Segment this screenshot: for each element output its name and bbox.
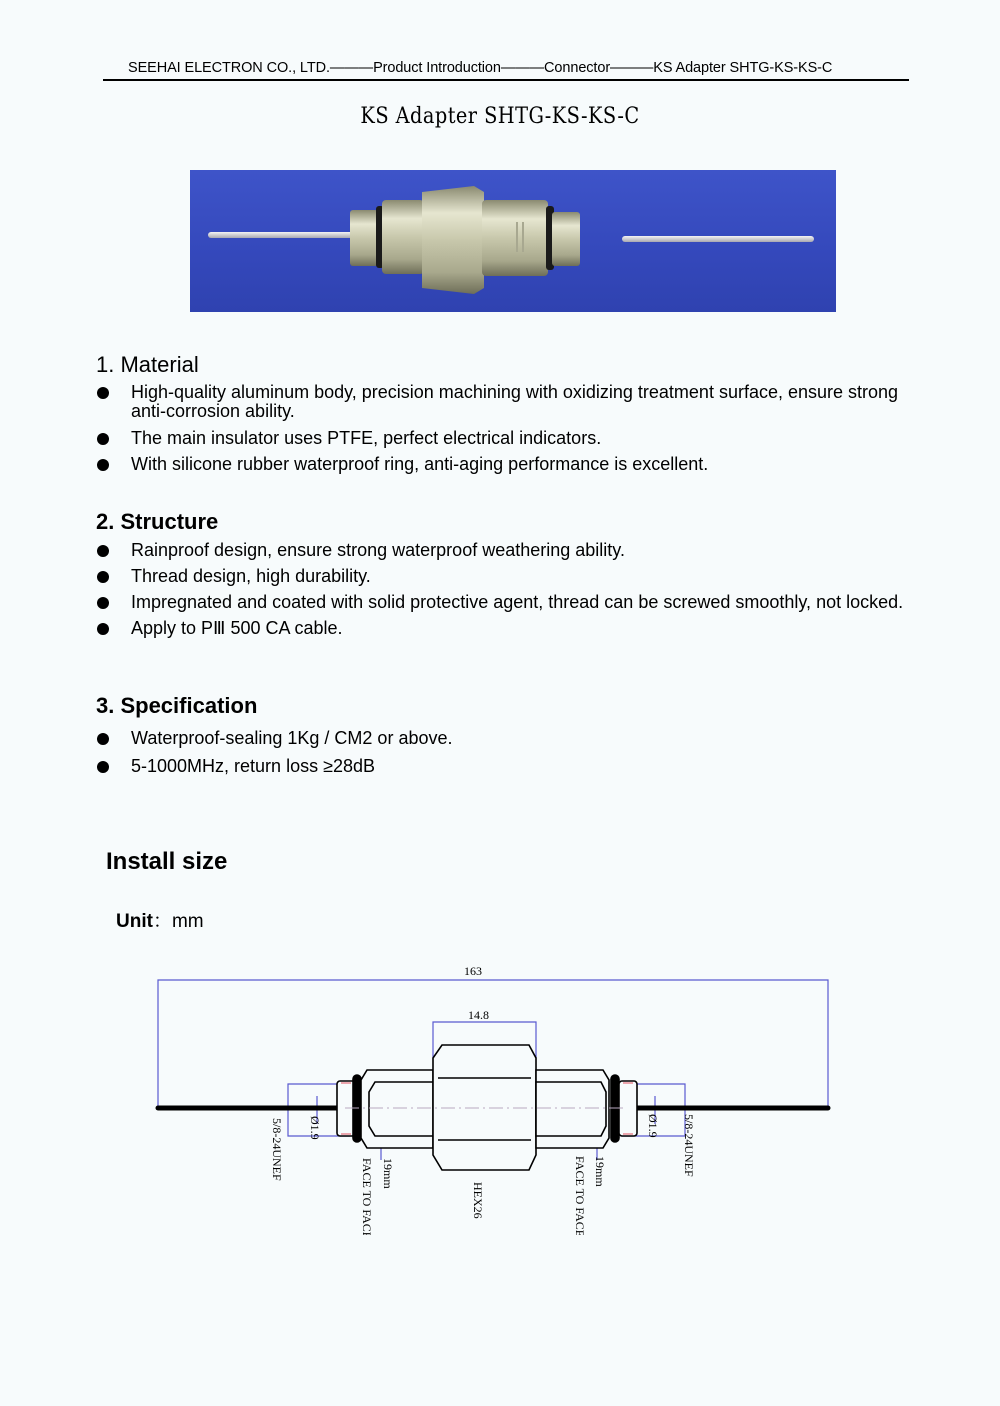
right-pin (622, 236, 814, 242)
hex-nut (422, 186, 484, 294)
left-thread-label: 5/8-24UNEF (270, 1118, 284, 1181)
page-title: KS Adapter SHTG-KS-KS-C (360, 104, 640, 129)
left-body (382, 200, 424, 274)
header-breadcrumb: SEEHAI ELECTRON CO., LTD.———Product Introduction———Connector———KS Adapter SHTG-KS-KS-C (128, 60, 833, 76)
right-thread-label: 5/8-24UNEF (682, 1114, 696, 1177)
hex-label: HEX26 (471, 1182, 485, 1219)
bullet-icon (97, 433, 109, 445)
right-body (482, 200, 548, 276)
left-pin-diameter-label: Ø1.9 (308, 1116, 322, 1140)
product-photo (190, 170, 836, 312)
list-item: High-quality aluminum body, precision machining with oxidizing treatment surface, ensure strong anti-corrosion ability. (96, 383, 916, 421)
right-hex-flat (536, 1082, 606, 1136)
install-size-heading: Install size (106, 848, 228, 875)
specification-list (96, 729, 916, 783)
right-f2f-label-b: FACE TO FACE (573, 1156, 587, 1235)
bullet-icon (97, 387, 109, 399)
unit-label: Unit (116, 911, 153, 932)
bullet-icon (97, 571, 109, 583)
list-item: Rainproof design, ensure strong waterproof weathering ability. (96, 541, 916, 560)
left-hex-flat (369, 1082, 433, 1136)
section-heading-structure: 2. Structure (96, 509, 219, 534)
material-list (96, 383, 916, 481)
hex-width-label: 14.8 (468, 1008, 489, 1022)
header-rule (103, 79, 909, 81)
unit-line (116, 906, 204, 933)
left-f2f-label-a: 19mm (381, 1158, 395, 1189)
list-item: Apply to PⅢ 500 CA cable. (96, 619, 916, 638)
structure-list (96, 541, 916, 645)
right-thread (552, 212, 580, 266)
list-item: Waterproof-sealing 1Kg / CM2 or above. (96, 729, 916, 748)
unit-value: mm (171, 911, 204, 932)
right-f2f-label-a: 19mm (593, 1156, 607, 1187)
left-thread (350, 210, 378, 266)
bullet-icon (97, 545, 109, 557)
bullet-icon (97, 761, 109, 773)
bullet-icon (97, 459, 109, 471)
overall-length-label: 163 (464, 964, 482, 978)
install-drawing (145, 960, 855, 1235)
section-heading-specification: 3. Specification (96, 693, 258, 718)
list-item: With silicone rubber waterproof ring, anti-aging performance is excellent. (96, 455, 916, 474)
bullet-icon (97, 623, 109, 635)
right-pin-diameter-label: Ø1.9 (646, 1114, 660, 1138)
left-pin (208, 232, 353, 238)
bullet-icon (97, 597, 109, 609)
section-heading-material: 1. Material (96, 352, 199, 377)
list-item: 5-1000MHz, return loss ≥28dB (96, 757, 916, 776)
unit-separator: ： (152, 911, 172, 932)
adapter-photo-illustration (190, 170, 836, 312)
list-item: Thread design, high durability. (96, 567, 916, 586)
list-item: Impregnated and coated with solid protective agent, thread can be screwed smoothly, not locked. (96, 593, 916, 612)
dimension-drawing (145, 960, 855, 1235)
bullet-icon (97, 733, 109, 745)
list-item: The main insulator uses PTFE, perfect electrical indicators. (96, 429, 916, 448)
left-f2f-label-b: FACE TO FACE (360, 1158, 374, 1235)
